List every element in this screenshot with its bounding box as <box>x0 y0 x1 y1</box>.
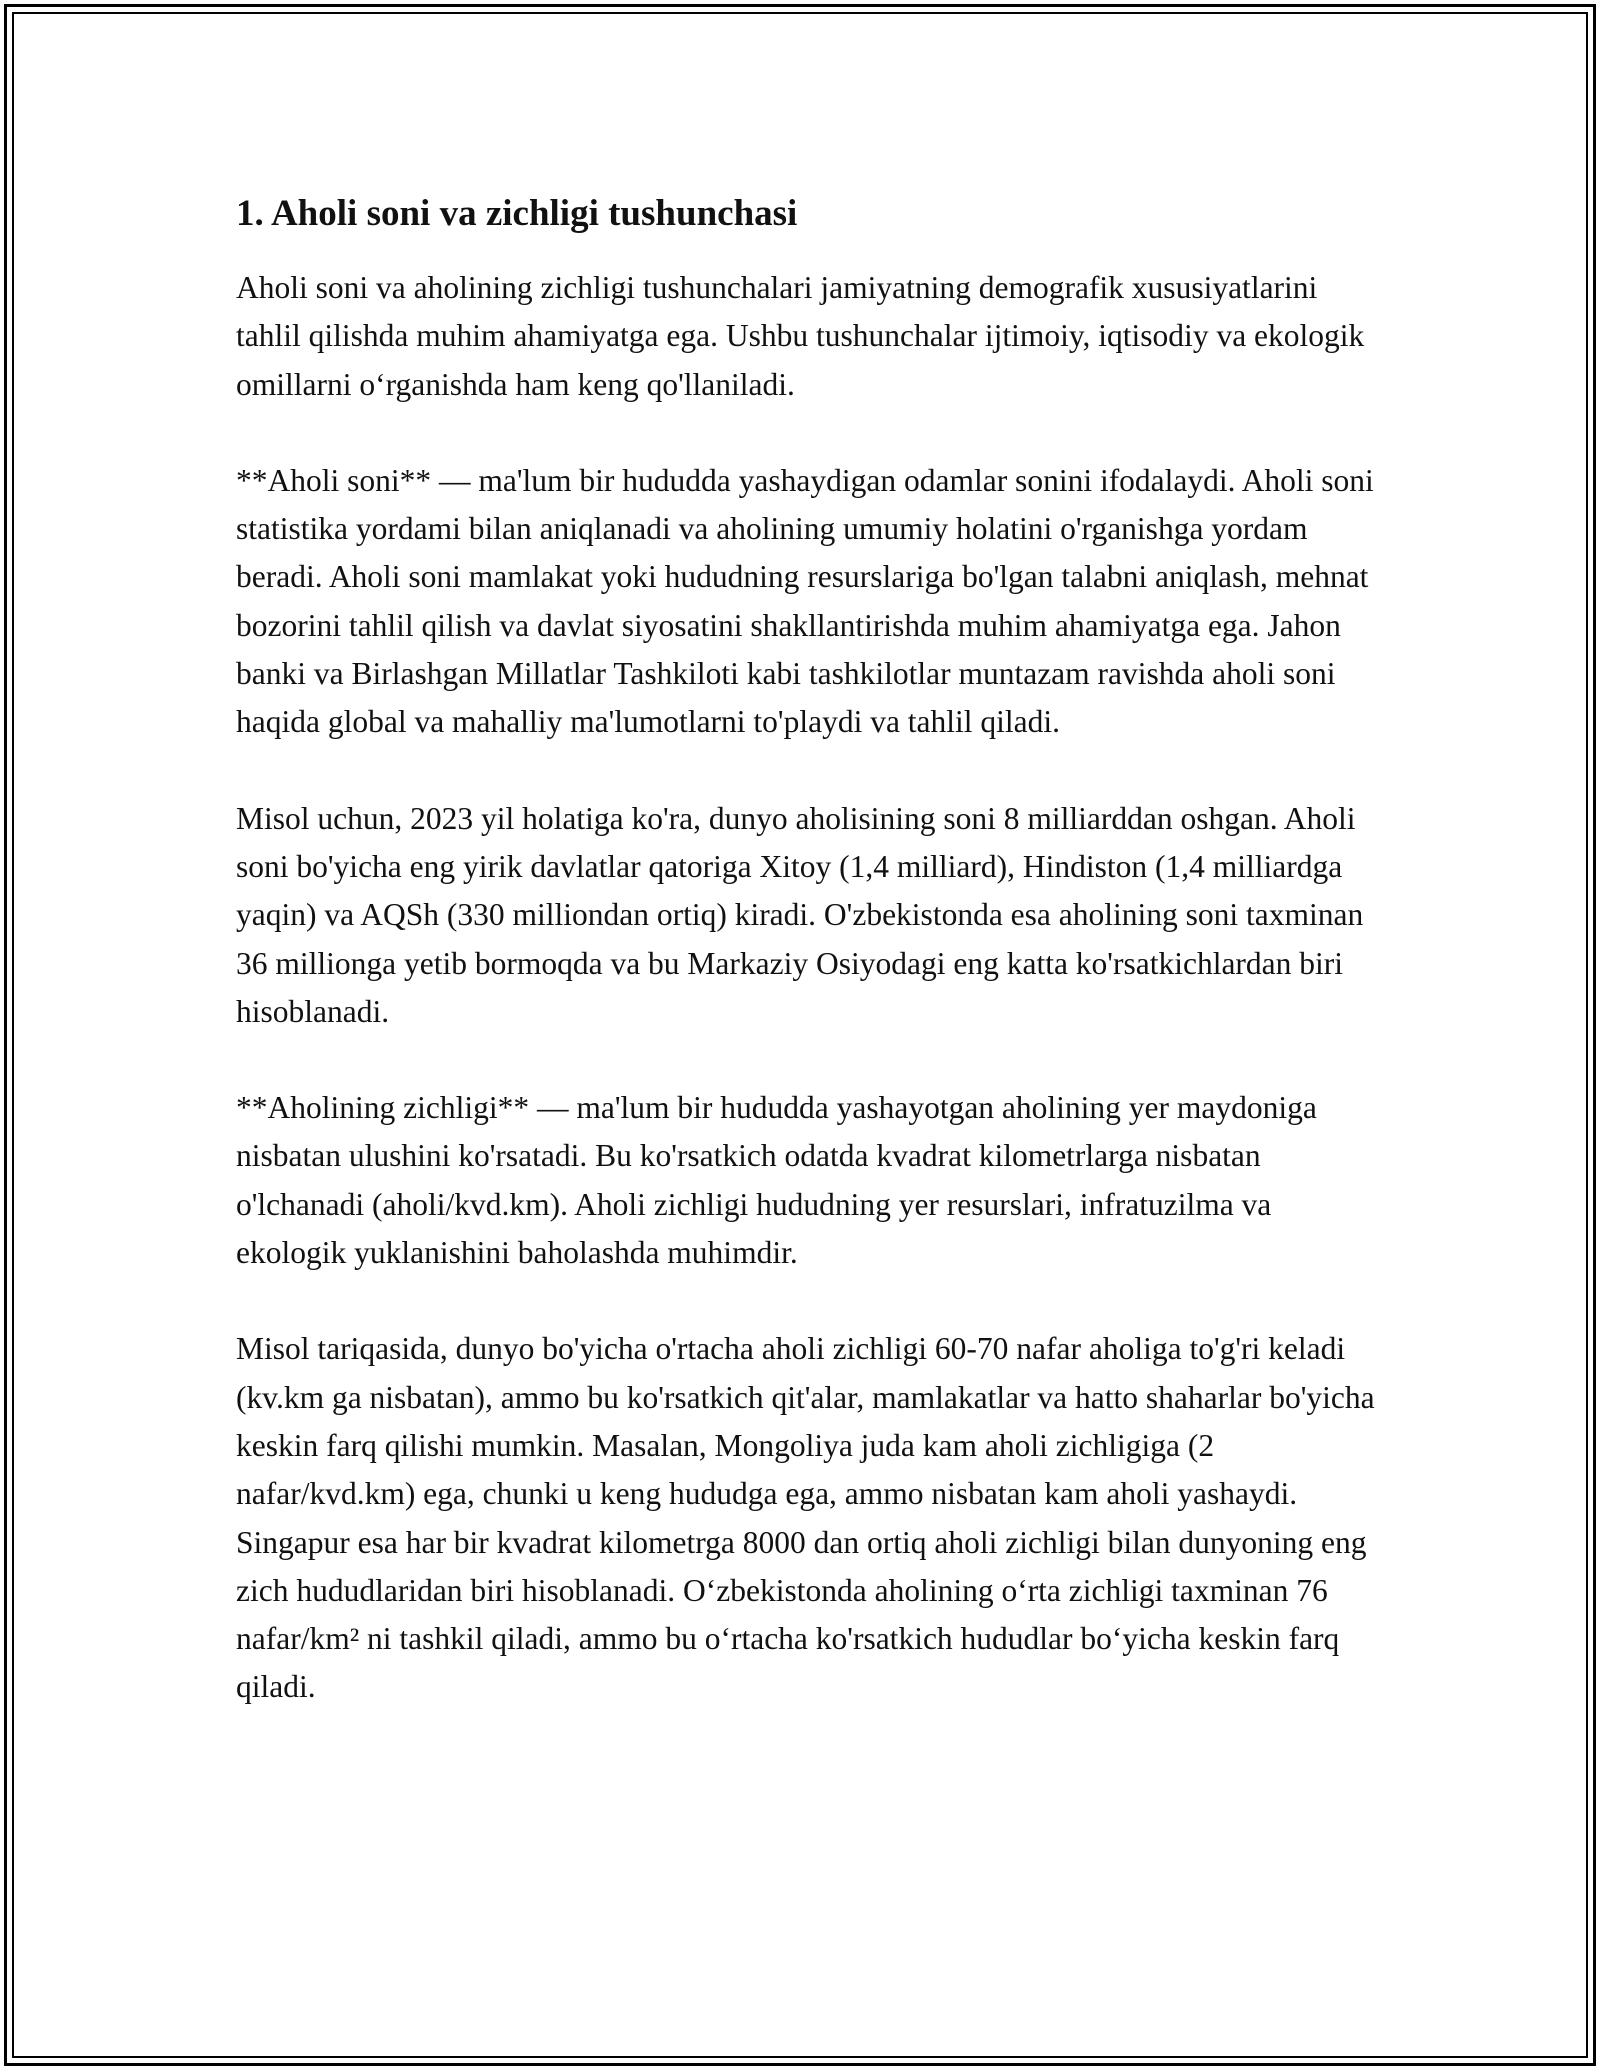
paragraph-intro: Aholi soni va aholining zichligi tushunchalari jamiyatning demografik xususiyatlarini tahlil qilishda muhim ahamiyatga ega. Ushbu tushunchalar ijtimoiy, iqtisodiy va ekologik omillarni oʻrganishda ham keng qo'llaniladi. <box>236 270 1365 402</box>
paragraph-population-definition: **Aholi soni** — ma'lum bir hududda yashaydigan odamlar sonini ifodalaydi. Aholi soni statistika yordami bilan aniqlanadi va aholining umumiy holatini o'rganishga yordam beradi. Aholi soni mamlakat yoki hududning resurslariga bo'lgan talabni aniqlash, mehnat bozorini tahlil qilish va davlat siyosatini shakllantirishda muhim ahamiyatga ega. Jahon banki va Birlashgan Millatlar Tashkiloti kabi tashkilotlar muntazam ravishda aholi soni haqida global va mahalliy ma'lumotlarni to'playdi va tahlil qiladi. <box>236 462 1374 740</box>
document-body <box>236 188 1376 1712</box>
paragraph-density-definition: **Aholining zichligi** — ma'lum bir hududda yashayotgan aholining yer maydoniga nisbatan ulushini ko'rsatadi. Bu ko'rsatkich odatda kvadrat kilometrlarga nisbatan o'lchanadi (aholi/kvd.km). Aholi zichligi hududning yer resurslari, infratuzilma va ekologik yuklanishini baholashda muhimdir. <box>236 1090 1317 1271</box>
section-heading: 1. Aholi soni va zichligi tushunchasi <box>236 193 798 234</box>
paragraph-density-example: Misol tariqasida, dunyo bo'yicha o'rtacha aholi zichligi 60-70 nafar aholiga to'g'ri keladi (kv.km ga nisbatan), ammo bu ko'rsatkich qit'alar, mamlakatlar va hatto shaharlar bo'yicha keskin farq qilishi mumkin. Masalan, Mongoliya juda kam aholi zichligiga (2 nafar/kvd.km) ega, chunki u keng hududga ega, ammo nisbatan kam aholi yashaydi. Singapur esa har bir kvadrat kilometrga 8000 dan ortiq aholi zichligi bilan dunyoning eng zich hududlaridan biri hisoblanadi. Oʻzbekistonda aholining oʻrta zichligi taxminan 76 nafar/km² ni tashkil qiladi, ammo bu oʻrtacha ko'rsatkich hududlar boʻyicha keskin farq qiladi. <box>236 1331 1375 1705</box>
paragraph-population-example: Misol uchun, 2023 yil holatiga ko'ra, dunyo aholisining soni 8 milliarddan oshgan. Aholi soni bo'yicha eng yirik davlatlar qatoriga Xitoy (1,4 milliard), Hindiston (1,4 milliardga yaqin) va AQSh (330 milliondan ortiq) kiradi. O'zbekistonda esa aholining soni taxminan 36 millionga yetib bormoqda va bu Markaziy Osiyodagi eng katta ko'rsatkichlardan biri hisoblanadi. <box>236 800 1364 1029</box>
